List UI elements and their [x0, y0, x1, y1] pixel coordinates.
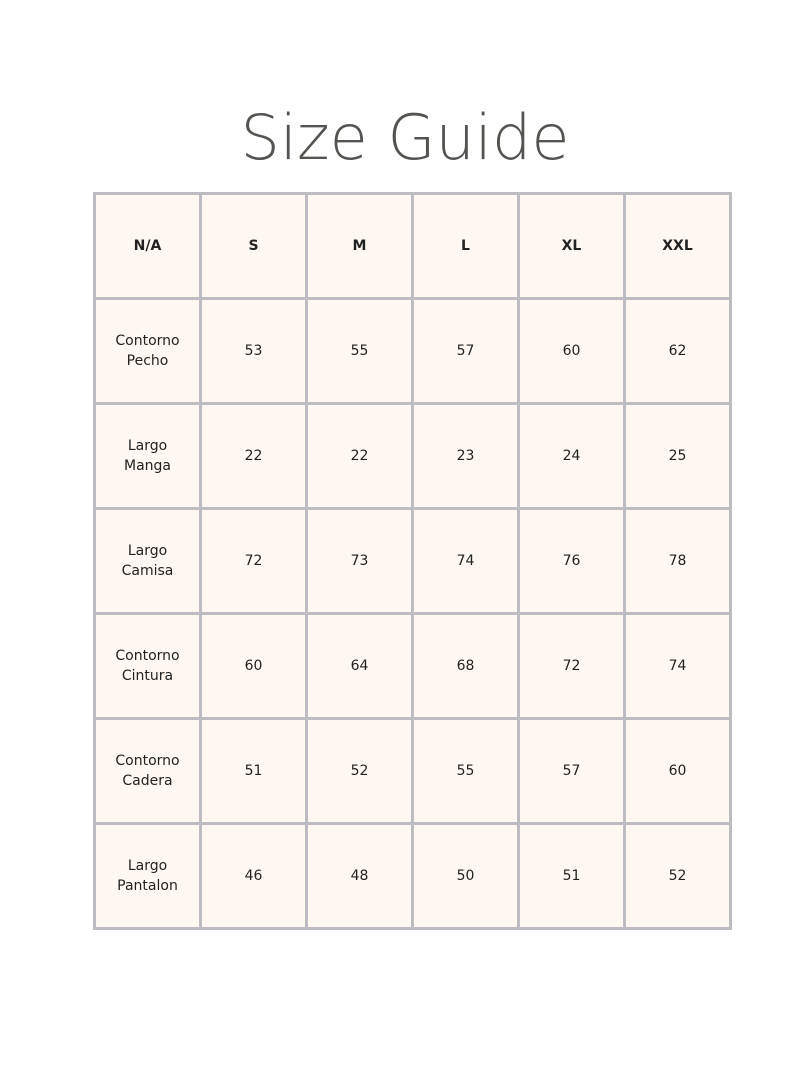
table-row: [95, 614, 731, 719]
table-cell: 78: [625, 509, 731, 614]
header-cell-s: S: [201, 194, 307, 299]
row-label-line: Cadera: [122, 773, 173, 789]
table-cell: 50: [413, 824, 519, 929]
table-cell: 74: [413, 509, 519, 614]
page-title: Size Guide: [240, 101, 570, 174]
table-cell: 24: [519, 404, 625, 509]
table-row: [95, 404, 731, 509]
header-cell-xxl: XXL: [625, 194, 731, 299]
table-cell: 53: [201, 299, 307, 404]
row-label-line: Camisa: [121, 563, 174, 579]
header-cell-l: L: [413, 194, 519, 299]
table-cell: 55: [413, 719, 519, 824]
row-label-contorno-pecho: [95, 299, 201, 404]
header-cell-xl: XL: [519, 194, 625, 299]
row-label-line: Contorno: [115, 753, 180, 769]
row-label-line: Contorno: [115, 333, 180, 349]
table-cell: 72: [201, 509, 307, 614]
table-cell: 62: [625, 299, 731, 404]
table-cell: 22: [201, 404, 307, 509]
row-label-line: Manga: [124, 458, 171, 474]
size-guide-table: [93, 192, 732, 930]
table-cell: 52: [625, 824, 731, 929]
table-cell: 64: [307, 614, 413, 719]
row-label-line: Largo: [127, 438, 168, 454]
table-cell: 25: [625, 404, 731, 509]
header-cell-m: M: [307, 194, 413, 299]
table-row: [95, 719, 731, 824]
table-cell: 48: [307, 824, 413, 929]
row-label-contorno-cadera: [95, 719, 201, 824]
table-cell: 60: [201, 614, 307, 719]
row-label-line: Cintura: [121, 668, 174, 684]
table-cell: 46: [201, 824, 307, 929]
table-cell: 73: [307, 509, 413, 614]
table-cell: 51: [201, 719, 307, 824]
table-cell: 55: [307, 299, 413, 404]
table-cell: 57: [413, 299, 519, 404]
row-label-line: Pantalon: [117, 878, 178, 894]
table-cell: 74: [625, 614, 731, 719]
table-cell: 76: [519, 509, 625, 614]
row-label-line: Pecho: [126, 353, 169, 369]
table-cell: 60: [625, 719, 731, 824]
row-label-largo-pantalon: [95, 824, 201, 929]
table-row: [95, 824, 731, 929]
table-cell: 60: [519, 299, 625, 404]
row-label-largo-manga: [95, 404, 201, 509]
table-cell: 22: [307, 404, 413, 509]
row-label-line: Contorno: [115, 648, 180, 664]
table-cell: 57: [519, 719, 625, 824]
table-cell: 52: [307, 719, 413, 824]
row-label-line: Largo: [127, 543, 168, 559]
header-cell-na: N/A: [95, 194, 201, 299]
row-label-largo-camisa: [95, 509, 201, 614]
table-row: [95, 509, 731, 614]
table-row: [95, 299, 731, 404]
table-header-row: [95, 194, 731, 299]
table-cell: 72: [519, 614, 625, 719]
row-label-contorno-cintura: [95, 614, 201, 719]
table-cell: 23: [413, 404, 519, 509]
table-cell: 51: [519, 824, 625, 929]
row-label-line: Largo: [127, 858, 168, 874]
table-cell: 68: [413, 614, 519, 719]
